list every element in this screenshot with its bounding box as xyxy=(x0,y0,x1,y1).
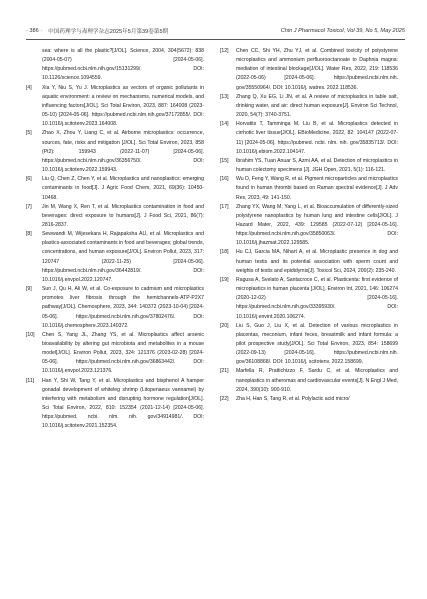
reference-number: [12] xyxy=(220,48,229,54)
reference-item xyxy=(26,230,204,285)
reference-text: Zhao X, Zhou Y, Liang C, et al. Airborne microplastics: occurrence, sources, fate, risks and mitigation [J/OL]. Sci Total Environ, 2023, 858 (Pt2): 159943 (2022-11-07) [2024-05-06]. https://pubmed.ncbi.nlm.nih.gov/36356750/. DOI: 10.1016/j.scitotenv.2022.159943. xyxy=(42,130,204,174)
reference-number: [19] xyxy=(220,276,229,283)
reference-number: [18] xyxy=(220,249,229,256)
journal-title-en: Chin J Pharmacol Toxicol, Vol 39, No 5, May 2025 xyxy=(280,28,405,34)
reference-text: Liu Q, Chen Z, Chen Y, et al. Microplastics and nanoplastics: emerging contaminants in food[J]. J Agric Food Chem, 2021, 69(36): 10450-10468. xyxy=(42,176,204,201)
reference-number: [15] xyxy=(220,157,229,164)
page-number: · 386 · xyxy=(26,28,43,34)
reference-number: [4] xyxy=(26,84,32,91)
reference-item xyxy=(220,47,398,93)
reference-text: Marfella R, Prattichizzo F, Sardu C, et al. Microplastics and nanoplastics in atheromas and cardiovascular events[J]. N Engl J Med, 2024, 390(10): 900-910. xyxy=(236,368,398,393)
reference-text: Hu CJ, Garcia MA, Nihart A, et al. Microplastic presence in dog and human testis and its potential association with sperm count and weights of testis and epididymis[J]. Toxicol Sci, 2024, 200(2): 235-240. xyxy=(236,249,398,274)
reference-text: Han Y, Shi W, Tang Y, et al. Microplastics and bisphenol A hamper gonadal development of whiteleg shrimp (Litopenaeus vannamei) by interfering with metabolism and disrupting hormone regulation[J/OL]. Sci Total Environ, 2022, 810: 152354 (2021-12-14) [2024-05-06]. https://pubmed. ncbi. nlm. nih. gov/34914981/. DOI: 10.1016/j.scitotenv.2021.152354. xyxy=(42,377,204,430)
reference-number: [8] xyxy=(26,231,32,238)
reference-text: sea: where is all the plastic?[J/OL]. Science, 2004, 304(5672): 838 (2004-05-07) [2024-05-06]. https://pubmed.ncbi.nlm.nih.gov/15131299/. DOI: 10.1126/science.1094559. xyxy=(42,48,204,82)
running-header xyxy=(26,24,405,38)
reference-number: [14] xyxy=(220,121,229,128)
reference-number: [16] xyxy=(220,176,229,183)
reference-number: [5] xyxy=(26,130,32,137)
reference-text: Wu D, Feng Y, Wang R, et al. Pigment microparticles and microplastics found in human thrombi based on Raman spectral evidence[J]. J Adv Res, 2023, 49: 141-150. xyxy=(236,176,398,201)
reference-item xyxy=(26,377,204,432)
reference-item xyxy=(220,322,398,368)
reference-number: [21] xyxy=(220,368,229,375)
reference-number: [17] xyxy=(220,203,229,210)
reference-text: Chen CC, Shi YH, Zhu YJ, et al. Combined toxicity of polystyrene microplastics and ammonium perfluorooctanoate to Daphnia magna: mediation of intestinal blockage[J/OL]. Water Res, 2022, 219: 118536 (2022-05-06) [2024-05-06]. https://pubmed.ncbi.nlm.nih. gov/35550964/. DOI: 10.1016/j. watres. 2022.118536. xyxy=(236,48,398,91)
reference-item xyxy=(26,331,204,377)
reference-item xyxy=(26,47,204,84)
reference-number: [7] xyxy=(26,203,32,210)
reference-item xyxy=(220,157,398,175)
reference-text: Sun J, Qu H, Ali W, et al. Co-exposure to cadmium and microplastics promotes liver fibrosis through the hemichannels-ATP-P2X7 pathway[J/OL]. Chemosphere, 2023, 344: 140372 (2023-10-04) [2024-05-06]. https://pubmed.ncbi.nlm.nih.gov/37802476/. DOI: 10.1016/j.chemosphere.2023.140372. xyxy=(42,286,204,329)
reference-text: Jin M, Wang X, Ren T, et al. Microplastics contamination in food and beverages: direct exposure to humans[J]. J Food Sci, 2021, 86(7): 2816-2837. xyxy=(42,203,204,228)
reference-item xyxy=(220,248,398,275)
reference-text: Sewwandi M, Wijesekara H, Rajapaksha AU, et al. Microplastics and plastics-associated contaminants in food and beverages; global trends, concentrations, and human exposure[J/OL]. Environ Pollut, 2023, 317: 120747 (2022-11-25) [2024-05-06]. https://pubmed.ncbi.nlm.nih.gov/36442819/. DOI: 10.1016/j.envpol.2022.120747. xyxy=(42,231,204,283)
reference-column-right xyxy=(220,47,398,404)
reference-item xyxy=(26,203,204,230)
reference-item xyxy=(220,395,398,404)
reference-text: Ragusa A, Svelato A, Santacroce C, et al. Plasticenta: first evidence of microplastics in human placenta [J/OL]. Environ Int, 2021, 146: 106274 (2020-12-02) [2024-05-16]. https://pubmed.ncbi.nlm.nih.gov/33395930/. DOI: 10.1016/j.envint.2020.106274. xyxy=(236,276,398,320)
reference-number: [9] xyxy=(26,286,32,293)
reference-text: Chen S, Yang JL, Zhang YS, et al. Microplastics affect arsenic bioavailability by altering gut microbiota and metabolites in a mouse model[J/OL]. Environ Pollut, 2023, 324: 121376 (2023-02-28) [2024-05-06]. https://pubmed.ncbi.nlm.nih.gov/36863442/. DOI: 10.1016/j.envpol.2023.121376. xyxy=(42,331,204,375)
reference-text: Zhang Q, Xu EG, Li JN, et al. A review of microplastics in table salt, drinking water, and air: direct human exposure[J]. Environ Sci Technol, 2020, 54(7): 3740-3751. xyxy=(236,93,398,119)
reference-text: Liu S, Guo J, Liu X, et al. Detection of various microplastics in placentas, meconium, infant feces, breastmilk and infant formula: a pilot prospective study[J/OL]. Sci Total Environ, 2023, 854: 158699 (2022-09-13) [2024-05-16]. https://pubmed.ncbi.nlm.nih. gov/36108868/. DOI: 10.1016/j. scitotenv. 2022.158699. xyxy=(236,322,398,366)
reference-item xyxy=(220,120,398,157)
reference-item xyxy=(26,129,204,175)
reference-text: Ibrahim YS, Tuan Anuar S, Azmi AA, et al. Detection of microplastics in human colectomy specimens [J]. JGH Open, 2021, 5(1): 116-121. xyxy=(236,157,398,174)
reference-column-left xyxy=(26,47,204,432)
reference-item xyxy=(220,203,398,249)
reference-item xyxy=(220,175,398,202)
reference-number: [10] xyxy=(26,331,35,338)
reference-item xyxy=(26,285,204,331)
reference-text: Horvatits T, Tamminga M, Liu B, et al. Microplastics detected in cirrhotic liver tissue[J/OL]. EBioMedicine, 2022, 82: 104147 (2022-07-11) [2024-05-06]. https://pubmed. ncbi. nlm. nih. gov/35835713/. DOI: 10.1016/j.ebiom.2022.104147. xyxy=(236,121,398,155)
reference-text: Zhang YX, Wang M, Yang L, et al. Bioaccumulation of differently-sized polystyrene nanoplastics by human lung and intestine cells[J/OL]. J Hazard Mater, 2022, 439: 129585 (2022-07-12) [2024-05-16]. https://pubmed.ncbi.nlm.nih.gov/35850063/. DOI: 10.1016/j.jhazmat.2022.129585. xyxy=(236,203,398,247)
reference-number: [11] xyxy=(26,377,35,384)
reference-text: Xia Y, Niu S, Yu J. Microplastics as vectors of organic pollutants in aquatic environment: a review on mechanisms, numerical models, and influencing factors[J/OL]. Sci Total Environ, 2023, 887: 164008 (2023-05-10) [2024-05-06]. https://pubmed.ncbi.nlm.nih.gov/37172855/. DOI: 10.1016/j.scitotenv.2023.164008. xyxy=(42,84,204,128)
reference-item xyxy=(26,84,204,130)
reference-number: [20] xyxy=(220,322,229,329)
reference-item xyxy=(26,175,204,202)
reference-number: [13] xyxy=(220,93,229,100)
journal-title-cn: 中国药理学与毒理学杂志2025年5月第39卷第5期 xyxy=(48,29,169,35)
reference-text: Zha H, Han S, Tang R, et al. Polylactic acid micro/ xyxy=(236,395,350,402)
reference-number: [6] xyxy=(26,176,32,183)
reference-item xyxy=(220,276,398,322)
reference-item xyxy=(220,93,398,120)
reference-number: [22] xyxy=(220,395,229,402)
header-divider xyxy=(26,39,405,40)
reference-item xyxy=(220,367,398,394)
